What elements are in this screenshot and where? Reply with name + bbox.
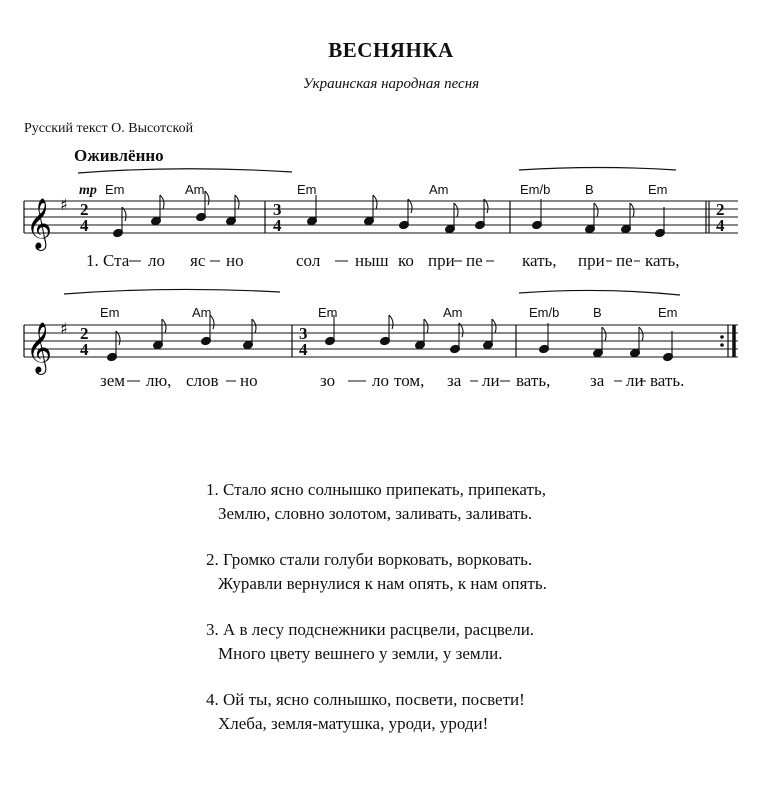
time-signature-upper: 2 (80, 200, 89, 219)
lyric-syllable: том, (394, 371, 425, 390)
lyric-syllable: при (428, 251, 455, 270)
chord-symbol: Em/b (520, 182, 551, 197)
time-signature-upper: 2 (716, 200, 725, 219)
lyric-syllable: кать, (522, 251, 557, 270)
lyric-syllable: вать, (516, 371, 551, 390)
lyric-syllable: зем (100, 371, 126, 390)
note-flag (602, 327, 606, 341)
key-signature-sharp: ♯ (60, 319, 68, 338)
verse-line: Хлеба, земля-матушка, уроди, уроди! (218, 714, 489, 733)
time-signature-lower: 4 (299, 340, 308, 359)
chord-symbol: Em (100, 305, 120, 320)
chord-symbol: Am (429, 182, 449, 197)
lyric-syllable: зо (320, 371, 336, 390)
phrase-slur (78, 169, 292, 173)
verse-line: 3. А в лесу подснежники расцвели, расцвели. (206, 620, 535, 639)
note-flag (639, 327, 643, 341)
dynamic-marking: mp (79, 183, 97, 198)
chord-symbol: Em (658, 305, 678, 320)
verse-line: Землю, словно золотом, заливать, заливать. (218, 504, 533, 523)
chord-symbol: B (585, 182, 594, 197)
lyric-syllable: за (447, 371, 462, 390)
verse-line: Много цвету вешнего у земли, у земли. (218, 644, 503, 663)
staff-system-1 (24, 168, 738, 271)
phrase-slur (519, 168, 676, 171)
verse-2 (206, 548, 547, 596)
lyric-syllable: слов (186, 371, 219, 390)
lyrics-system-2 (100, 371, 684, 390)
chord-symbol: Am (443, 305, 463, 320)
lyric-syllable: при (578, 251, 605, 270)
lyrics-credit: Русский текст О. Высотской (24, 121, 194, 136)
lyric-syllable: кать, (645, 251, 680, 270)
time-signature-upper: 3 (273, 200, 282, 219)
lyric-syllable: пе (616, 251, 633, 270)
note-flag (492, 319, 496, 333)
chord-symbol: Em/b (529, 305, 560, 320)
chord-symbol: Em (105, 182, 125, 197)
note-flag (454, 203, 458, 217)
lyric-syllable: ныш (355, 251, 389, 270)
lyric-syllable: но (226, 251, 244, 270)
chord-symbol: Em (648, 182, 668, 197)
note-flag (160, 195, 164, 209)
note-flag (373, 195, 377, 209)
time-signature-upper: 2 (80, 324, 89, 343)
lyric-syllable: за (590, 371, 605, 390)
note-flag (630, 203, 634, 217)
verse-line: 4. Ой ты, ясно солнышко, посвети, посвети! (206, 690, 525, 709)
note-flag (235, 195, 239, 209)
lyric-syllable: ли (626, 371, 644, 390)
verse-line: Журавли вернулися к нам опять, к нам опять. (218, 574, 547, 593)
staff-system-2 (24, 289, 738, 390)
time-signature-lower: 4 (273, 216, 282, 235)
chord-symbol: Am (192, 305, 212, 320)
note-flag (205, 191, 209, 205)
lyric-syllable: 1. Ста (86, 251, 130, 270)
lyric-syllable: ло (148, 251, 165, 270)
lyric-syllable: сол (296, 251, 321, 270)
notes-system-2 (107, 315, 674, 362)
time-signature-lower: 4 (80, 216, 89, 235)
lyrics-system-1 (86, 251, 680, 270)
treble-clef-icon: 𝄞 (26, 322, 53, 373)
chord-symbol: B (593, 305, 602, 320)
repeat-dot (720, 335, 724, 339)
chord-symbol: Em (297, 182, 317, 197)
phrase-slur (64, 289, 280, 294)
chord-symbol: Am (185, 182, 205, 197)
note-flag (594, 203, 598, 217)
time-signature-lower: 4 (80, 340, 89, 359)
verse-line: 2. Громко стали голуби ворковать, ворковать. (206, 550, 533, 569)
lyric-syllable: но (240, 371, 258, 390)
repeat-dot (720, 343, 724, 347)
lyric-syllable: лю, (146, 371, 172, 390)
lyric-syllable: яс (190, 251, 206, 270)
song-subtitle: Украинская народная песня (302, 76, 480, 92)
lyric-syllable: ко (398, 251, 414, 270)
note-flag (424, 319, 428, 333)
phrase-slur (519, 290, 680, 295)
verse-3 (206, 618, 547, 666)
tempo-marking: Оживлённо (74, 146, 164, 165)
key-signature-sharp: ♯ (60, 195, 68, 214)
note-flag (162, 319, 166, 333)
verse-line: 1. Стало ясно солнышко припекать, припекать, (206, 480, 546, 499)
verse-1 (206, 478, 547, 526)
lyric-syllable: вать. (650, 371, 685, 390)
time-signature-upper: 3 (299, 324, 308, 343)
chord-symbol: Em (318, 305, 338, 320)
lyric-syllable: ли (482, 371, 500, 390)
note-flag (252, 319, 256, 333)
notes-system-1 (113, 191, 666, 238)
time-signature-lower: 4 (716, 216, 725, 235)
note-flag (389, 315, 393, 329)
song-title: ВЕСНЯНКА (328, 38, 454, 62)
verse-4 (206, 688, 547, 736)
verses-block (206, 478, 547, 758)
lyric-syllable: пе (466, 251, 483, 270)
treble-clef-icon: 𝄞 (26, 198, 53, 249)
lyric-syllable: ло (372, 371, 389, 390)
